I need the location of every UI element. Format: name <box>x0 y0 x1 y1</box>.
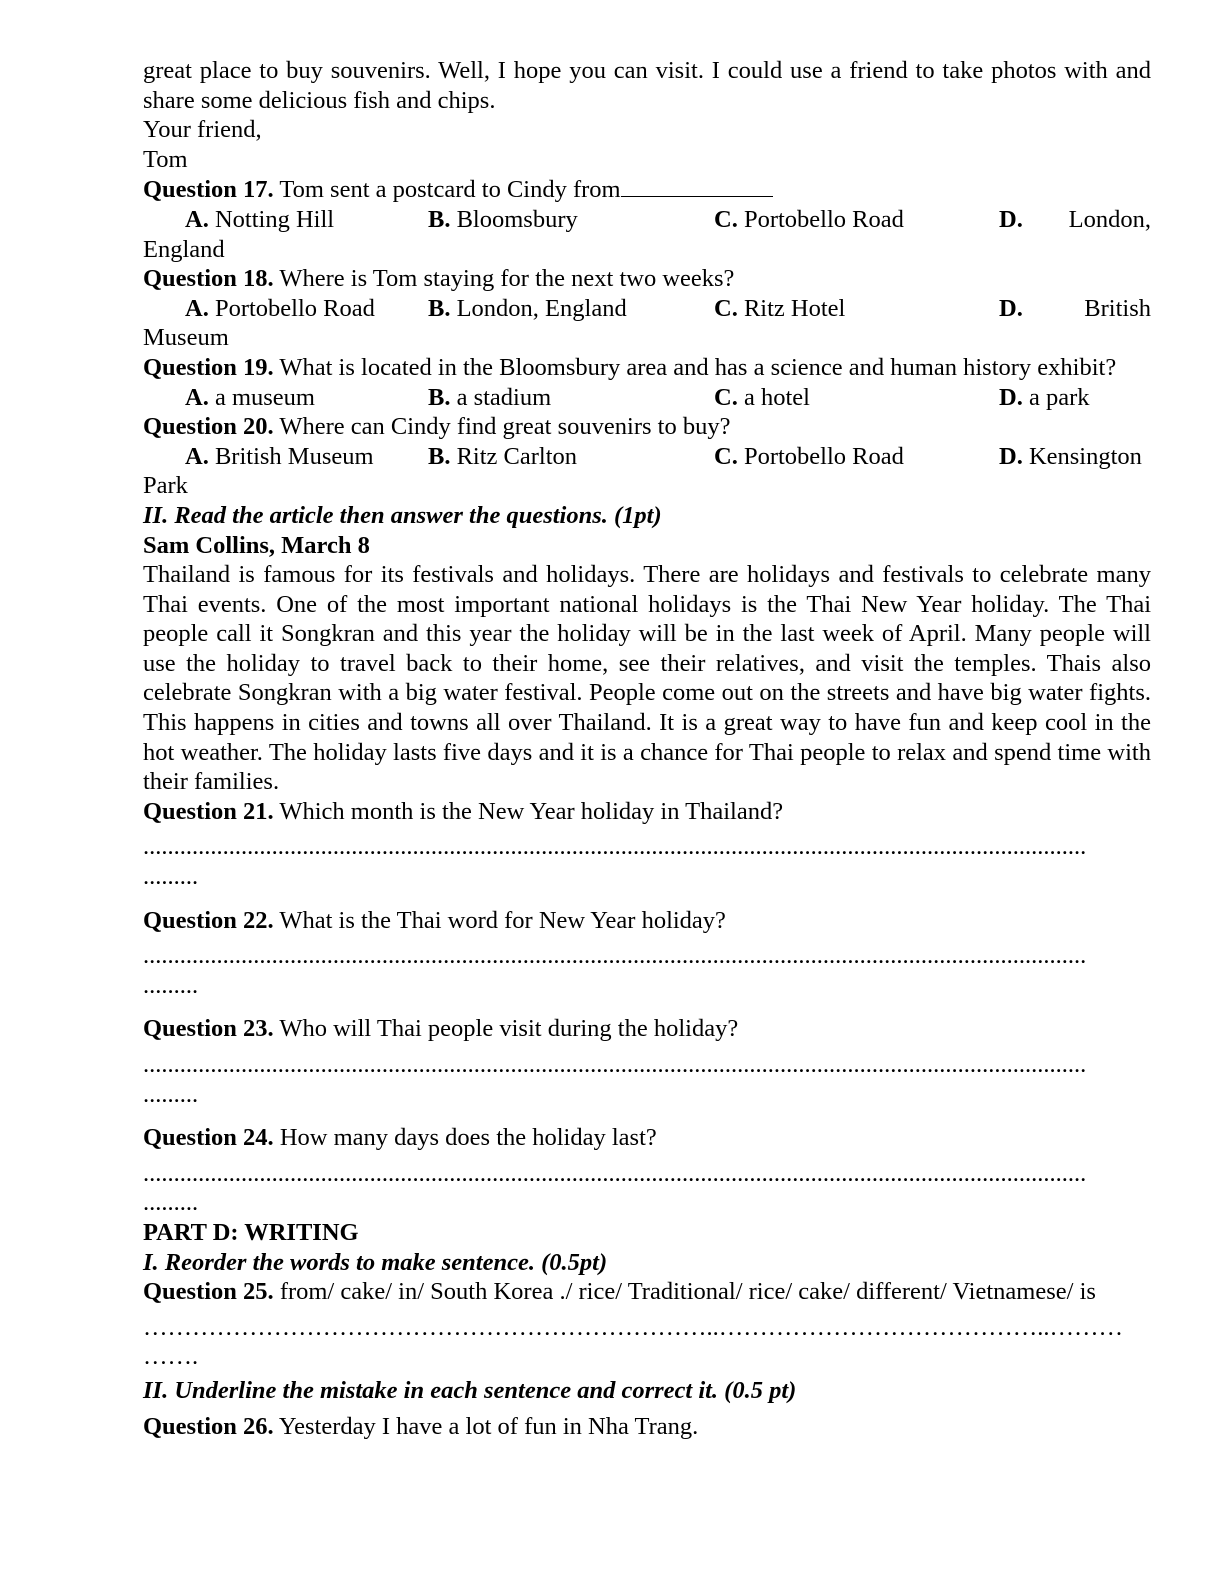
option-d-wrap: Museum <box>143 324 229 352</box>
option-c[interactable]: C. Portobello Road <box>714 205 904 233</box>
answer-blank[interactable] <box>621 174 773 197</box>
section-heading-reorder: I. Reorder the words to make sentence. (0.5pt) <box>143 1248 608 1276</box>
option-d[interactable]: D. British <box>999 294 1151 322</box>
options-17 <box>143 205 1151 235</box>
options-18 <box>143 294 1151 324</box>
answer-line[interactable]: .......................................................................................................................................................... <box>143 942 1087 970</box>
open-question-22 <box>143 906 1151 1001</box>
option-d-wrap: England <box>143 235 225 263</box>
question-label: Question 22. <box>143 906 274 934</box>
part-heading-writing: PART D: WRITING <box>143 1218 359 1246</box>
section-heading-reading: II. Read the article then answer the questions. (1pt) <box>143 501 662 529</box>
answer-line[interactable]: .......................................................................................................................................................... <box>143 833 1087 861</box>
question-label: Question 21. <box>143 797 274 825</box>
question-text: from/ cake/ in/ South Korea ./ rice/ Traditional/ rice/ cake/ different/ Vietnamese/ is <box>273 1278 1096 1306</box>
question-text: Yesterday I have a lot of fun in Nha Trang. <box>273 1412 699 1440</box>
question-label: Question 25. <box>143 1278 274 1306</box>
question-text: Which month is the New Year holiday in Thailand? <box>273 797 784 825</box>
option-a[interactable]: A. British Museum <box>185 442 374 470</box>
question-text: Tom sent a postcard to Cindy from <box>273 176 621 204</box>
question-text: What is located in the Bloomsbury area and has a science and human history exhibit? <box>273 353 1117 381</box>
question-19 <box>143 353 1151 383</box>
option-a[interactable]: A. Notting Hill <box>185 205 335 233</box>
answer-line[interactable]: .......................................................................................................................................................... <box>143 1159 1087 1187</box>
question-26 <box>143 1412 1151 1442</box>
option-b[interactable]: B. a stadium <box>428 383 552 411</box>
question-25 <box>143 1277 1151 1307</box>
open-question-24 <box>143 1123 1151 1218</box>
question-text: Who will Thai people visit during the holiday? <box>273 1015 739 1043</box>
question-label: Question 23. <box>143 1015 274 1043</box>
option-d[interactable]: D. Kensington <box>999 442 1142 470</box>
question-label: Question 18. <box>143 265 274 293</box>
question-text: What is the Thai word for New Year holiday? <box>273 906 726 934</box>
option-d-wrap: Park <box>143 472 188 500</box>
option-a[interactable]: A. a museum <box>185 383 315 411</box>
options-20 <box>143 442 1151 472</box>
letter-text: great place to buy souvenirs. Well, I hope you can visit. I could use a friend to take photos with and share some delicious fish and chips. <box>143 57 1151 114</box>
letter-signature: Tom <box>143 145 188 173</box>
question-text: How many days does the holiday last? <box>273 1124 657 1152</box>
option-d[interactable]: D. a park <box>999 383 1090 411</box>
question-label: Question 19. <box>143 353 274 381</box>
article-byline: Sam Collins, March 8 <box>143 531 370 559</box>
options-19 <box>143 383 1151 413</box>
option-b[interactable]: B. London, England <box>428 294 627 322</box>
open-question-21 <box>143 797 1151 892</box>
option-c[interactable]: C. a hotel <box>714 383 810 411</box>
question-label: Question 17. <box>143 176 274 204</box>
question-text: Where can Cindy find great souvenirs to buy? <box>273 413 731 441</box>
question-label: Question 20. <box>143 413 274 441</box>
option-c[interactable]: C. Portobello Road <box>714 442 904 470</box>
question-text: Where is Tom staying for the next two weeks? <box>273 265 735 293</box>
answer-line[interactable]: .......................................................................................................................................................... <box>143 1051 1087 1078</box>
question-17 <box>143 174 1151 205</box>
answer-line[interactable]: ……………………………………………………………..…………………………………..……… <box>143 1313 1123 1341</box>
answer-line-cont[interactable]: ......... <box>143 971 199 999</box>
question-label: Question 26. <box>143 1412 274 1440</box>
option-a[interactable]: A. Portobello Road <box>185 294 375 322</box>
option-b[interactable]: B. Bloomsbury <box>428 205 578 233</box>
article-body: Thailand is famous for its festivals and holidays. There are holidays and festivals to celebrate many Thai events. One of the most important national holidays is the Thai New Year holiday. The Thai people call it Songkran and this year the holiday will be in the last week of April. Many people will use the holiday to travel back to their home, see their relatives, and visit the temples. Thais also celebrate Songkran with a big water festival. People come out on the streets and have big water fights. This happens in cities and towns all over Thailand. It is a great way to have fun and keep cool in the hot weather. The holiday lasts five days and it is a chance for Thai people to relax and spend time with their families. <box>143 561 1151 796</box>
option-d[interactable]: D. London, <box>999 205 1151 233</box>
question-18 <box>143 264 1151 294</box>
open-question-23 <box>143 1014 1151 1109</box>
question-20 <box>143 412 1151 442</box>
answer-line-cont[interactable]: ......... <box>143 1189 199 1217</box>
letter-closing: Your friend, <box>143 116 262 144</box>
answer-line-cont[interactable]: ......... <box>143 863 199 891</box>
section-heading-mistake: II. Underline the mistake in each sentence and correct it. (0.5 pt) <box>143 1376 797 1404</box>
option-b[interactable]: B. Ritz Carlton <box>428 442 578 470</box>
answer-line-cont[interactable]: ......... <box>143 1080 199 1108</box>
exam-page <box>143 56 1151 1441</box>
answer-line-cont[interactable]: ……. <box>143 1343 199 1371</box>
question-label: Question 24. <box>143 1124 274 1152</box>
option-c[interactable]: C. Ritz Hotel <box>714 294 846 322</box>
